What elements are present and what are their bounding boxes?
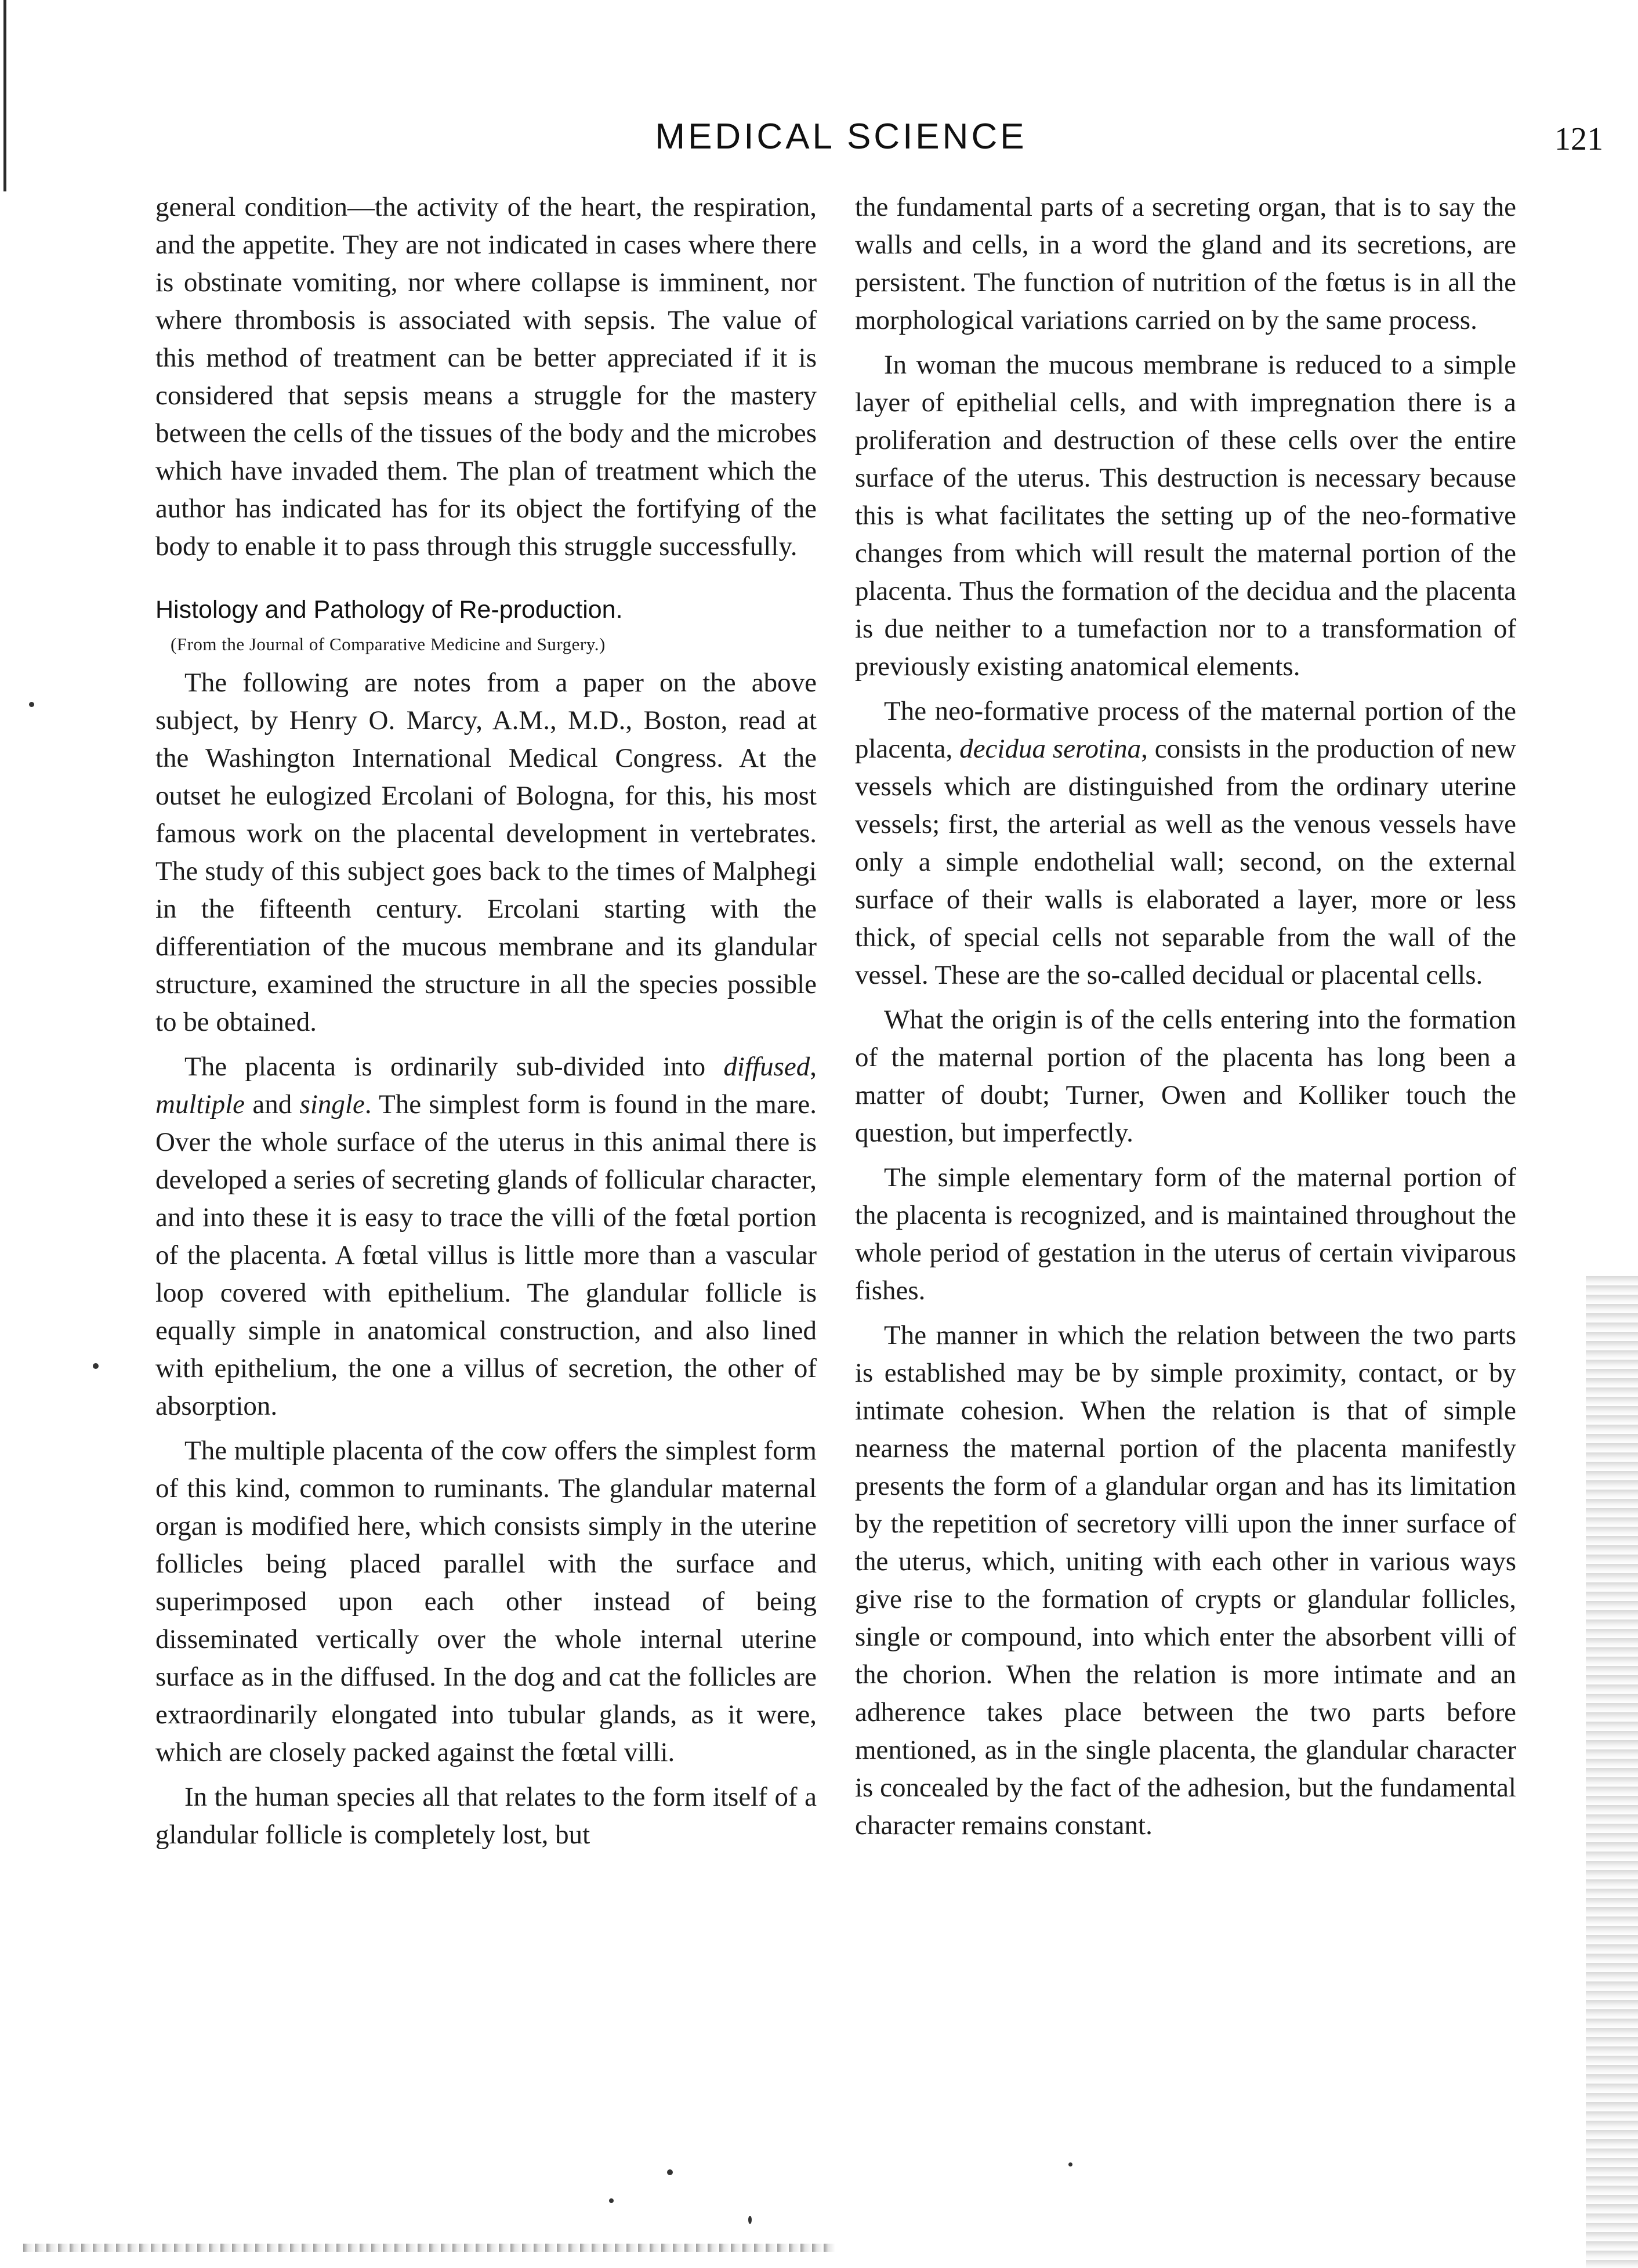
paragraph: the fundamental parts of a secreting organ, that is to say the walls and cells, in a word the gland and its secretions, are persistent. The function of nutrition of the fœtus is in all the morphological variations carried on by the same process. (855, 192, 1516, 335)
scan-speck (667, 2169, 673, 2175)
paragraph: The manner in which the relation between the two parts is established may be by simple proximity, contact, or by intimate cohesion. When the relation is that of simple nearness the maternal portion of the placenta manifestly presents the form of a glandular organ and has its limitation by the repetition of secretory villi upon the inner surface of the uterus, which, uniting with each other in various ways give rise to the formation of crypts or glandular follicles, single or compound, into which enter the absorbent villi of the chorion. When the relation is more intimate and an adherence takes place between the two parts before mentioned, as in the single placenta, the glandular character is concealed by the fact of the adhesion, but the fundamental character remains constant. (855, 1320, 1516, 1841)
paragraph: The simple elementary form of the maternal portion of the placenta is recognized, and is maintained throughout the whole period of gestation in the uterus of certain viviparous fishes. (855, 1162, 1516, 1306)
italic-term: decidua serotina (959, 734, 1141, 764)
italic-term: single (299, 1089, 365, 1119)
scan-bottom-edge (23, 2244, 835, 2252)
paragraph-text: and (252, 1089, 292, 1119)
paragraph-text: The neo-formative process of the maternal portion of the placenta, (855, 696, 1516, 764)
paragraph: The multiple placenta of the cow offers the simplest form of this kind, common to ruminants. The glandular maternal organ is modified here, which consists simply in the uterine follicles being placed parallel with the surface and superimposed upon each other instead of being disseminated vertically over the whole internal uterine surface as in the diffused. In the dog and cat the follicles are extraordinarily elongated into tubular glands, as it were, which are closely packed against the fœtal villi. (155, 1436, 817, 1767)
running-head: MEDICAL SCIENCE (655, 117, 1027, 157)
scan-edge-shadow (1586, 1276, 1638, 2268)
binding-edge (3, 0, 6, 191)
paragraph-text: The placenta is ordinarily sub-divided into (184, 1052, 706, 1082)
paragraph-text: , consists in the production of new vessels which are distinguished from the ordinary uterine vessels; first, the arterial as well as the venous vessels have only a simple endothelial wall; second, on the external surface of their walls is elaborated a layer, more or less thick, of special cells not separable from the wall of the vessel. These are the so-called decidual or placental cells. (855, 734, 1517, 990)
left-column (155, 189, 817, 1861)
source-citation: (From the Journal of Comparative Medicine and Surgery.) (171, 634, 606, 654)
scan-speck (748, 2216, 752, 2224)
section-title: Histology and Pathology of Re-production. (155, 596, 623, 624)
paragraph (155, 1048, 817, 1425)
scan-speck (609, 2198, 614, 2203)
paragraph (855, 693, 1516, 994)
paragraph: The following are notes from a paper on the above subject, by Henry O. Marcy, A.M., M.D., Boston, read at the Washington International Medical Congress. At the outset he eulogized Ercolani of Bologna, for this, his most famous work on the placental development in vertebrates. The study of this subject goes back to the times of Malphegi in the fifteenth century. Ercolani starting with the differentiation of the mucous membrane and its glandular structure, examined the structure in all the species possible to be obtained. (155, 668, 817, 1037)
paragraph: general condition—the activity of the heart, the respiration, and the appetite. They are not indicated in cases where there is obstinate vomiting, nor where collapse is imminent, nor where thrombosis is associated with sepsis. The value of this method of treatment can be better appreciated if it is considered that sepsis means a struggle for the mastery between the cells of the tissues of the body and the microbes which have invaded them. The plan of treatment which the author has indicated has for its object the fortifying of the body to enable it to pass through this struggle successfully. (155, 192, 817, 561)
paragraph-text: . The simplest form is found in the mare. Over the whole surface of the uterus in this animal there is developed a series of secreting glands of follicular character, and into these it is easy to trace the villi of the fœtal portion of the placenta. A fœtal villus is little more than a vascular loop covered with epithelium. The glandular follicle is equally simple in anatomical construction, and also lined with epithelium, the one a villus of secretion, the other of absorption. (155, 1089, 817, 1421)
italic-term: diffused (723, 1052, 810, 1082)
paragraph: What the origin is of the cells entering into the formation of the maternal portion of the placenta has long been a matter of doubt; Turner, Owen and Kolliker touch the question, but imperfectly. (855, 1005, 1516, 1148)
page-number: 121 (1554, 121, 1603, 157)
italic-term: multiple (155, 1089, 245, 1119)
paragraph: In woman the mucous membrane is reduced to a simple layer of epithelial cells, and with impregnation there is a proliferation and destruction of these cells over the entire surface of the uterus. This destruction is necessary because this is what facilitates the setting up of the neo-formative changes from which will result the maternal portion of the placenta. Thus the formation of the decidua and the placenta is due neither to a tumefaction nor to a transformation of previously existing anatomical elements. (855, 350, 1516, 682)
scan-speck (93, 1363, 99, 1369)
paragraph-text: , (810, 1052, 817, 1082)
right-column (855, 189, 1516, 1852)
paragraph: In the human species all that relates to the form itself of a glandular follicle is completely lost, but (155, 1782, 817, 1850)
scan-speck (1068, 2162, 1072, 2166)
scan-speck (29, 702, 34, 707)
